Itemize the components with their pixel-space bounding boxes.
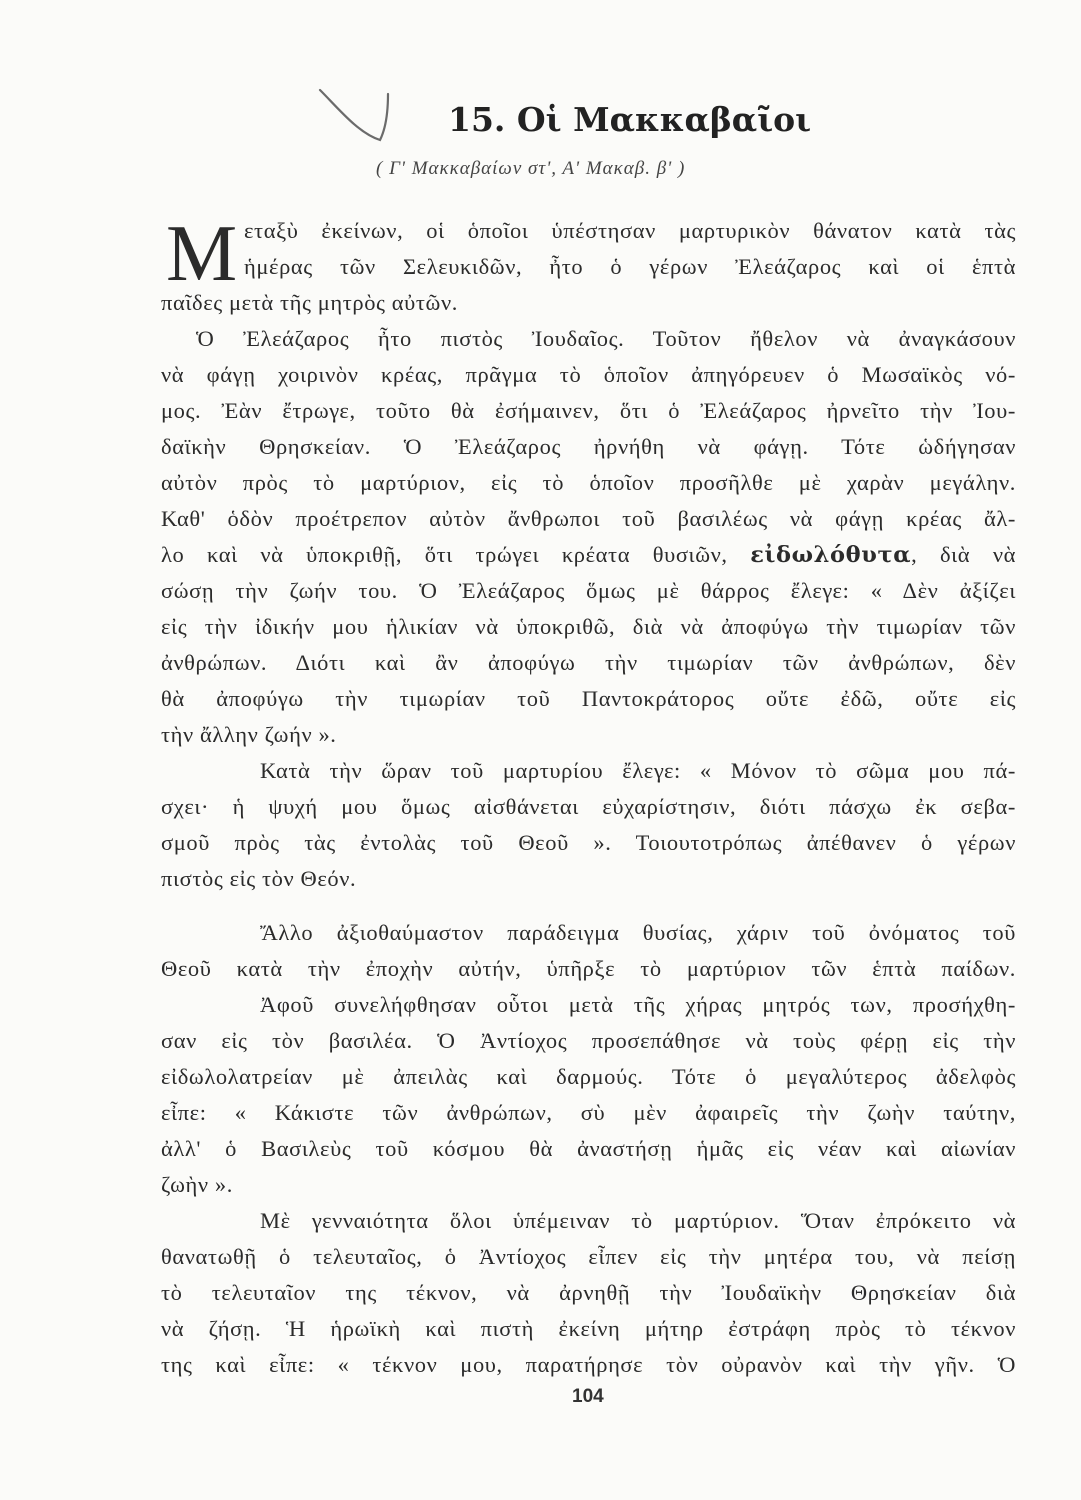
text-line: μος. Ἐὰν ἔτρωγε, τοῦτο θὰ ἐσήμαινεν, ὅτι ὁ Ἐλεάζαρος ἠρνεῖτο τὴν Ἰου-: [161, 398, 1016, 423]
text-line: θὰ ἀποφύγω τὴν τιμωρίαν τοῦ Παντοκράτορος οὔτε ἐδῶ, οὔτε εἰς: [161, 686, 1016, 711]
text-line: της καὶ εἶπε: « τέκνον μου, παρατήρησε τὸν οὐρανὸν καὶ τὴν γῆν. Ὁ: [161, 1352, 1016, 1377]
text-segment: λο καὶ νὰ ὑποκριθῇ, ὅτι τρώγει κρέατα θυσιῶν,: [161, 542, 728, 567]
text-line: θανατωθῇ ὁ τελευταῖος, ὁ Ἀντίοχος εἶπεν εἰς τὴν μητέρα του, νὰ πείσῃ: [161, 1244, 1016, 1269]
text-line: νὰ φάγῃ χοιρινὸν κρέας, πρᾶγμα τὸ ὁποῖον ἀπηγόρευεν ὁ Μωσαϊκὸς νό-: [161, 362, 1016, 387]
text-line: σχει· ἡ ψυχή μου ὅμως αἰσθάνεται εὐχαρίστησιν, διότι πάσχω ἐκ σεβα-: [161, 794, 1016, 819]
text-line: Ὁ Ἐλεάζαρος ἦτο πιστὸς Ἰουδαῖος. Τοῦτον ἤθελον νὰ ἀναγκάσουν: [196, 326, 1016, 351]
text-line: ἀνθρώπων. Διότι καὶ ἂν ἀποφύγω τὴν τιμωρίαν τῶν ἀνθρώπων, δὲν: [161, 650, 1016, 675]
text-line: σμοῦ πρὸς τὰς ἐντολὰς τοῦ Θεοῦ ». Τοιουτοτρόπως ἀπέθανεν ὁ γέρων: [161, 830, 1016, 855]
text-line: νὰ ζήσῃ. Ἡ ἡρωϊκὴ καὶ πιστὴ ἐκείνη μήτηρ ἐστράφη πρὸς τὸ τέκνον: [161, 1316, 1016, 1341]
text-line: παῖδες μετὰ τῆς μητρὸς αὐτῶν.: [161, 290, 458, 315]
handwritten-check-mark: [318, 88, 398, 148]
text-line: τὸ τελευταῖον της τέκνον, νὰ ἀρνηθῇ τὴν Ἰουδαϊκὴν Θρησκείαν διὰ: [161, 1280, 1016, 1305]
text-line: Ἀφοῦ συνελήφθησαν οὗτοι μετὰ τῆς χήρας μητρός των, προσήχθη-: [260, 992, 1016, 1017]
text-line: ἡμέρας τῶν Σελευκιδῶν, ἦτο ὁ γέρων Ἐλεάζαρος καὶ οἱ ἑπτὰ: [244, 254, 1016, 279]
text-line: τὴν ἄλλην ζωήν ».: [161, 722, 337, 747]
drop-cap: Μ: [166, 210, 238, 298]
bold-term: εἰδωλόθυτα: [750, 542, 912, 568]
text-line: Ἄλλο ἀξιοθαύμαστον παράδειγμα θυσίας, χάριν τοῦ ὀνόματος τοῦ: [260, 920, 1016, 945]
text-line: πιστὸς εἰς τὸν Θεόν.: [161, 866, 357, 891]
page-number: 104: [572, 1386, 604, 1407]
text-line: σώσῃ τὴν ζωήν του. Ὁ Ἐλεάζαρος ὅμως μὲ θάρρος ἔλεγε: « Δὲν ἀξίζει: [161, 578, 1016, 603]
text-line: εἶπε: « Κάκιστε τῶν ἀνθρώπων, σὺ μὲν ἀφαιρεῖς τὴν ζωὴν ταύτην,: [161, 1100, 1016, 1125]
text-line: σαν εἰς τὸν βασιλέα. Ὁ Ἀντίοχος προσεπάθησε νὰ τοὺς φέρῃ εἰς τὴν: [161, 1028, 1016, 1053]
text-line-with-bold: [161, 542, 1016, 568]
chapter-title: 15. Οἱ Μακκαβαῖοι: [448, 100, 812, 139]
text-line: ἀλλ' ὁ Βασιλεὺς τοῦ κόσμου θὰ ἀναστήσῃ ἡμᾶς εἰς νέαν καὶ αἰωνίαν: [161, 1136, 1016, 1161]
text-line: Θεοῦ κατὰ τὴν ἐποχὴν αὐτήν, ὑπῆρξε τὸ μαρτύριον τῶν ἑπτὰ παίδων.: [161, 956, 1016, 981]
text-line: εταξὺ ἐκείνων, οἱ ὁποῖοι ὑπέστησαν μαρτυρικὸν θάνατον κατὰ τὰς: [244, 218, 1016, 243]
text-segment: , διὰ νὰ: [911, 542, 1016, 567]
scripture-reference: ( Γ' Μακκαβαίων στ', Α' Μακαβ. β' ): [376, 158, 686, 179]
text-line: Καθ' ὁδὸν προέτρεπον αὐτὸν ἄνθρωποι τοῦ βασιλέως νὰ φάγῃ κρέας ἄλ-: [161, 506, 1016, 531]
text-line: αὐτὸν πρὸς τὸ μαρτύριον, εἰς τὸ ὁποῖον προσῆλθε μὲ χαρὰν μεγάλην.: [161, 470, 1016, 495]
text-line: ζωὴν ».: [161, 1172, 233, 1197]
text-line: Μὲ γενναιότητα ὅλοι ὑπέμειναν τὸ μαρτύριον. Ὅταν ἐπρόκειτο νὰ: [260, 1208, 1016, 1233]
text-line: εἰς τὴν ἰδικήν μου ἡλικίαν νὰ ὑποκριθῶ, διὰ νὰ ἀποφύγω τὴν τιμωρίαν τῶν: [161, 614, 1016, 639]
text-line: εἰδωλολατρείαν μὲ ἀπειλὰς καὶ δαρμούς. Τότε ὁ μεγαλύτερος ἀδελφὸς: [161, 1064, 1016, 1089]
text-line: δαϊκὴν Θρησκείαν. Ὁ Ἐλεάζαρος ἠρνήθη νὰ φάγῃ. Τότε ὡδήγησαν: [161, 434, 1016, 459]
text-line: Κατὰ τὴν ὥραν τοῦ μαρτυρίου ἔλεγε: « Μόνον τὸ σῶμα μου πά-: [260, 758, 1016, 783]
